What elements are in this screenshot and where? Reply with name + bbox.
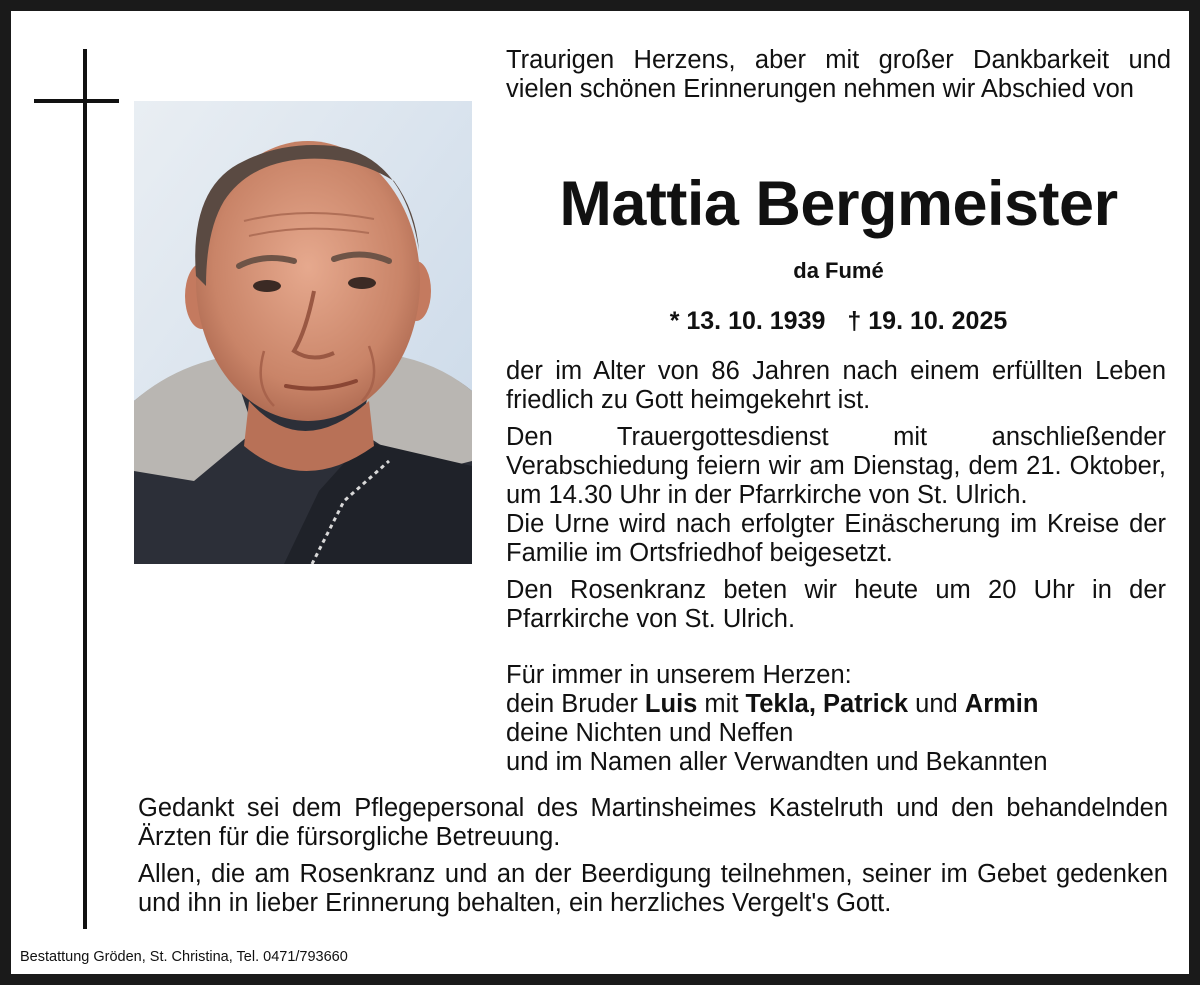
service-paragraph: Den Trauergottesdienst mit anschließender Verabschiedung feiern wir am Dienstag, dem 21. Oktober, um 14.30 Uhr in der Pfarrkirche von St. Ulrich. <box>506 423 1166 509</box>
portrait-illustration <box>134 101 472 564</box>
deceased-name: Mattia Bergmeister <box>559 169 1118 239</box>
funeral-home-footer: Bestattung Gröden, St. Christina, Tel. 0471/793660 <box>20 949 348 965</box>
notice-body <box>506 357 1166 777</box>
portrait-photo <box>134 101 472 564</box>
family-name-3: Armin <box>964 690 1039 718</box>
nickname: da Fumé <box>793 258 884 283</box>
thanks-section <box>138 794 1168 926</box>
cross-vertical-bar <box>83 49 87 929</box>
intro-text: Traurigen Herzens, aber mit großer Dankbarkeit und vielen schönen Erinnerungen nehmen wir Abschied von <box>506 46 1171 103</box>
family-brother-line <box>506 690 1166 719</box>
brother-prefix: dein Bruder <box>506 690 645 718</box>
death-date: † 19. 10. 2025 <box>847 307 1008 335</box>
thanks-all: Allen, die am Rosenkranz und an der Beerdigung teilnehmen, seiner im Gebet gedenken und ihn in lieber Erinnerung behalten, ein herzliches Vergelt's Gott. <box>138 860 1168 917</box>
family-relatives: und im Namen aller Verwandten und Bekannten <box>506 748 1048 776</box>
cross-horizontal-bar <box>34 99 119 103</box>
life-dates <box>506 306 1171 336</box>
birth-date: * 13. 10. 1939 <box>669 307 826 335</box>
family-nieces: deine Nichten und Neffen <box>506 719 794 747</box>
family-with: mit <box>697 690 746 718</box>
age-paragraph: der im Alter von 86 Jahren nach einem erfüllten Leben friedlich zu Gott heimgekehrt ist. <box>506 357 1166 414</box>
thanks-care: Gedankt sei dem Pflegepersonal des Martinsheimes Kastelruth und den behandelnden Ärzten für die fürsorgliche Betreuung. <box>138 794 1168 851</box>
urn-paragraph: Die Urne wird nach erfolgter Einäscherung im Kreise der Familie im Ortsfriedhof beigesetzt. <box>506 510 1166 567</box>
family-and: und <box>908 690 965 718</box>
family-heading: Für immer in unserem Herzen: <box>506 661 852 689</box>
rosary-paragraph: Den Rosenkranz beten wir heute um 20 Uhr in der Pfarrkirche von St. Ulrich. <box>506 576 1166 633</box>
family-name-2: Tekla, Patrick <box>745 690 909 718</box>
brother-name: Luis <box>644 690 698 718</box>
